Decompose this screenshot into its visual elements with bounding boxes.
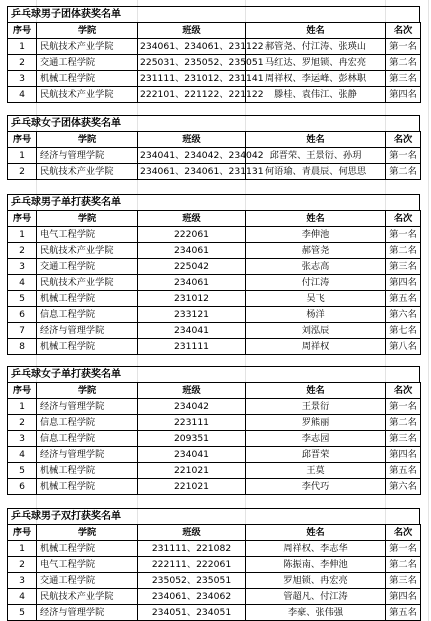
rank-cell: 第二名 — [386, 55, 421, 71]
column-header: 班级 — [138, 132, 246, 148]
row-index-cell: 4 — [8, 87, 37, 103]
name-cell: 陈振南、李伸池 — [246, 557, 386, 573]
class-cell: 234061 — [138, 243, 246, 259]
class-cell: 231111、221082 — [138, 541, 246, 557]
award-table — [7, 382, 421, 495]
name-cell: 王景衍 — [246, 399, 386, 415]
class-cell: 234061、234061、231122 — [138, 39, 246, 55]
table-row — [8, 275, 421, 291]
column-header: 班级 — [138, 383, 246, 399]
college-cell: 信息工程学院 — [37, 307, 138, 323]
rank-cell: 第三名 — [386, 71, 421, 87]
name-cell: 吴飞 — [246, 291, 386, 307]
rank-cell: 第四名 — [386, 589, 421, 605]
class-cell: 234041 — [138, 323, 246, 339]
row-index-cell: 7 — [8, 323, 37, 339]
column-header: 名次 — [386, 23, 421, 39]
section-title: 乒乓球女子单打获奖名单 — [7, 366, 420, 382]
class-cell: 222111、222061 — [138, 557, 246, 573]
row-index-cell: 1 — [8, 227, 37, 243]
section-title: 乒乓球男子团体获奖名单 — [7, 6, 420, 22]
row-index-cell: 5 — [8, 291, 37, 307]
college-cell: 经济与管理学院 — [37, 148, 138, 164]
table-row — [8, 431, 421, 447]
name-cell: 马红达、罗旭锁、冉宏亮 — [246, 55, 386, 71]
column-header: 姓名 — [246, 23, 386, 39]
section-title: 乒乓球男子单打获奖名单 — [7, 194, 420, 210]
column-header: 学院 — [37, 132, 138, 148]
name-cell: 王莫 — [246, 463, 386, 479]
name-cell: 周祥权 — [246, 339, 386, 355]
row-index-cell: 3 — [8, 259, 37, 275]
row-index-cell: 1 — [8, 399, 37, 415]
column-header: 学院 — [37, 211, 138, 227]
name-cell: 郝管尧、付江涛、张瑛山 — [246, 39, 386, 55]
rank-cell: 第二名 — [386, 164, 421, 180]
class-cell: 222101、221122、221122 — [138, 87, 246, 103]
college-cell: 交通工程学院 — [37, 259, 138, 275]
table-row — [8, 541, 421, 557]
table-row — [8, 307, 421, 323]
column-header: 序号 — [8, 211, 37, 227]
table-row — [8, 557, 421, 573]
class-cell: 222061 — [138, 227, 246, 243]
award-table — [7, 524, 421, 621]
rank-cell: 第七名 — [386, 323, 421, 339]
award-section — [7, 508, 420, 621]
rank-cell: 第二名 — [386, 243, 421, 259]
rank-cell: 第五名 — [386, 291, 421, 307]
table-row — [8, 339, 421, 355]
class-cell: 234041、234042、234042 — [138, 148, 246, 164]
column-header: 学院 — [37, 525, 138, 541]
column-header: 姓名 — [246, 383, 386, 399]
name-cell: 李豪、张伟强 — [246, 605, 386, 621]
name-cell: 李伸池 — [246, 227, 386, 243]
row-index-cell: 2 — [8, 164, 37, 180]
table-row — [8, 71, 421, 87]
table-row — [8, 87, 421, 103]
college-cell: 民航技术产业学院 — [37, 39, 138, 55]
column-header: 名次 — [386, 132, 421, 148]
table-row — [8, 227, 421, 243]
table-row — [8, 589, 421, 605]
name-cell: 周祥权、李志华 — [246, 541, 386, 557]
column-header: 姓名 — [246, 525, 386, 541]
table-row — [8, 447, 421, 463]
award-table — [7, 131, 421, 180]
college-cell: 经济与管理学院 — [37, 447, 138, 463]
college-cell: 信息工程学院 — [37, 415, 138, 431]
college-cell: 机械工程学院 — [37, 541, 138, 557]
table-header-row — [8, 132, 421, 148]
table-row — [8, 399, 421, 415]
college-cell: 机械工程学院 — [37, 291, 138, 307]
row-index-cell: 8 — [8, 339, 37, 355]
college-cell: 交通工程学院 — [37, 55, 138, 71]
class-cell: 234042 — [138, 399, 246, 415]
row-index-cell: 1 — [8, 541, 37, 557]
college-cell: 经济与管理学院 — [37, 605, 138, 621]
rank-cell: 第一名 — [386, 541, 421, 557]
row-index-cell: 4 — [8, 275, 37, 291]
class-cell: 233121 — [138, 307, 246, 323]
row-index-cell: 4 — [8, 447, 37, 463]
name-cell: 罗旭锁、冉宏亮 — [246, 573, 386, 589]
column-header: 班级 — [138, 23, 246, 39]
award-section — [7, 6, 420, 103]
table-row — [8, 291, 421, 307]
rank-cell: 第八名 — [386, 339, 421, 355]
row-index-cell: 3 — [8, 431, 37, 447]
award-section — [7, 194, 420, 355]
college-cell: 机械工程学院 — [37, 71, 138, 87]
name-cell: 邱晋荣、王景衍、孙玥 — [246, 148, 386, 164]
rank-cell: 第六名 — [386, 479, 421, 495]
class-cell: 235052、235051 — [138, 573, 246, 589]
row-index-cell: 3 — [8, 71, 37, 87]
class-cell: 234061、234062 — [138, 589, 246, 605]
name-cell: 付江涛 — [246, 275, 386, 291]
name-cell: 管超凡、付江涛 — [246, 589, 386, 605]
award-section — [7, 366, 420, 495]
name-cell: 李志园 — [246, 431, 386, 447]
award-section — [7, 115, 420, 180]
table-row — [8, 573, 421, 589]
table-row — [8, 148, 421, 164]
column-header: 名次 — [386, 211, 421, 227]
name-cell: 何语瑜、青晨辰、何思思 — [246, 164, 386, 180]
row-index-cell: 2 — [8, 55, 37, 71]
class-cell: 221021 — [138, 479, 246, 495]
table-row — [8, 463, 421, 479]
class-cell: 234041 — [138, 447, 246, 463]
rank-cell: 第五名 — [386, 463, 421, 479]
row-index-cell: 4 — [8, 589, 37, 605]
class-cell: 234051、234051 — [138, 605, 246, 621]
college-cell: 民航技术产业学院 — [37, 275, 138, 291]
college-cell: 信息工程学院 — [37, 431, 138, 447]
table-row — [8, 605, 421, 621]
table-row — [8, 259, 421, 275]
row-index-cell: 2 — [8, 557, 37, 573]
section-title: 乒乓球女子团体获奖名单 — [7, 115, 420, 131]
table-header-row — [8, 211, 421, 227]
row-index-cell: 5 — [8, 605, 37, 621]
rank-cell: 第四名 — [386, 87, 421, 103]
name-cell: 罗熊丽 — [246, 415, 386, 431]
college-cell: 机械工程学院 — [37, 463, 138, 479]
award-table — [7, 22, 421, 103]
college-cell: 电气工程学院 — [37, 557, 138, 573]
grid-line — [428, 0, 429, 621]
class-cell: 221021 — [138, 463, 246, 479]
table-header-row — [8, 383, 421, 399]
college-cell: 电气工程学院 — [37, 227, 138, 243]
college-cell: 民航技术产业学院 — [37, 164, 138, 180]
class-cell: 231111 — [138, 339, 246, 355]
class-cell: 225042 — [138, 259, 246, 275]
row-index-cell: 5 — [8, 463, 37, 479]
rank-cell: 第四名 — [386, 275, 421, 291]
name-cell: 李代巧 — [246, 479, 386, 495]
college-cell: 交通工程学院 — [37, 573, 138, 589]
table-row — [8, 243, 421, 259]
column-header: 名次 — [386, 383, 421, 399]
column-header: 班级 — [138, 525, 246, 541]
class-cell: 225031、235052、235051 — [138, 55, 246, 71]
row-index-cell: 2 — [8, 243, 37, 259]
rank-cell: 第三名 — [386, 259, 421, 275]
table-header-row — [8, 525, 421, 541]
row-index-cell: 6 — [8, 479, 37, 495]
column-header: 序号 — [8, 525, 37, 541]
class-cell: 209351 — [138, 431, 246, 447]
rank-cell: 第六名 — [386, 307, 421, 323]
table-row — [8, 415, 421, 431]
table-row — [8, 39, 421, 55]
column-header: 学院 — [37, 23, 138, 39]
row-index-cell: 3 — [8, 573, 37, 589]
college-cell: 民航技术产业学院 — [37, 589, 138, 605]
rank-cell: 第三名 — [386, 431, 421, 447]
rank-cell: 第一名 — [386, 148, 421, 164]
name-cell: 张志高 — [246, 259, 386, 275]
rank-cell: 第二名 — [386, 557, 421, 573]
name-cell: 刘泓辰 — [246, 323, 386, 339]
row-index-cell: 2 — [8, 415, 37, 431]
name-cell: 杨洋 — [246, 307, 386, 323]
award-table — [7, 210, 421, 355]
column-header: 序号 — [8, 132, 37, 148]
college-cell: 经济与管理学院 — [37, 399, 138, 415]
name-cell: 滕桂、袁伟江、张静 — [246, 87, 386, 103]
section-title: 乒乓球男子双打获奖名单 — [7, 508, 420, 524]
row-index-cell: 6 — [8, 307, 37, 323]
name-cell: 郝管尧 — [246, 243, 386, 259]
class-cell: 223111 — [138, 415, 246, 431]
class-cell: 231111、231012、231141 — [138, 71, 246, 87]
rank-cell: 第一名 — [386, 399, 421, 415]
column-header: 班级 — [138, 211, 246, 227]
college-cell: 机械工程学院 — [37, 479, 138, 495]
column-header: 姓名 — [246, 132, 386, 148]
table-row — [8, 164, 421, 180]
rank-cell: 第二名 — [386, 415, 421, 431]
class-cell: 231012 — [138, 291, 246, 307]
column-header: 学院 — [37, 383, 138, 399]
rank-cell: 第一名 — [386, 227, 421, 243]
rank-cell: 第一名 — [386, 39, 421, 55]
class-cell: 234061 — [138, 275, 246, 291]
table-row — [8, 55, 421, 71]
college-cell: 经济与管理学院 — [37, 323, 138, 339]
college-cell: 机械工程学院 — [37, 339, 138, 355]
row-index-cell: 1 — [8, 39, 37, 55]
column-header: 序号 — [8, 383, 37, 399]
college-cell: 民航技术产业学院 — [37, 243, 138, 259]
college-cell: 民航技术产业学院 — [37, 87, 138, 103]
table-row — [8, 479, 421, 495]
name-cell: 邱晋荣 — [246, 447, 386, 463]
table-row — [8, 323, 421, 339]
rank-cell: 第四名 — [386, 447, 421, 463]
column-header: 姓名 — [246, 211, 386, 227]
row-index-cell: 1 — [8, 148, 37, 164]
table-header-row — [8, 23, 421, 39]
rank-cell: 第三名 — [386, 573, 421, 589]
rank-cell: 第五名 — [386, 605, 421, 621]
column-header: 序号 — [8, 23, 37, 39]
name-cell: 周祥权、李运峰、彭林职 — [246, 71, 386, 87]
class-cell: 234061、234061、231131 — [138, 164, 246, 180]
column-header: 名次 — [386, 525, 421, 541]
